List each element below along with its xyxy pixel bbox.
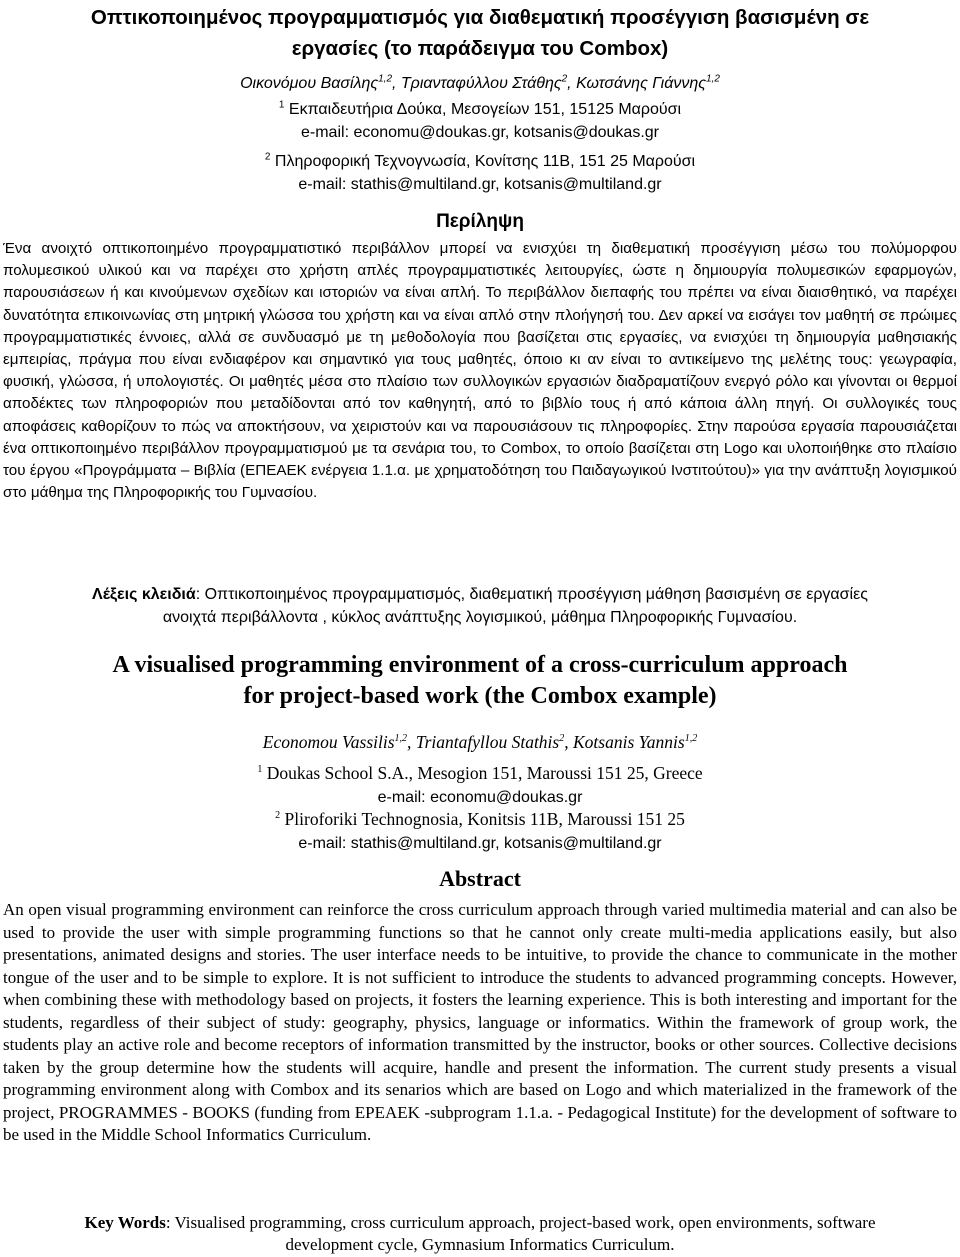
english-authors [0, 730, 960, 754]
english-author-1: Economou Vassilis [262, 732, 395, 752]
english-keywords-line-2: development cycle, Gymnasium Informatics Curriculum. [285, 1235, 675, 1254]
greek-keywords-text-1: : Οπτικοποιημένος προγραμματισμός, διαθεματική προσέγγιση μάθηση βασισμένη σε εργασίες [195, 586, 868, 603]
greek-title-line-2: εργασίες (το παράδειγμα του Combox) [291, 37, 669, 60]
english-affiliation-2-email-text: e-mail: stathis@multiland.gr, kotsanis@multiland.gr [298, 835, 662, 852]
english-affiliation-1 [0, 762, 960, 784]
english-affiliation-1-text: Doukas School S.A., Mesogion 151, Maroussi 151 25, Greece [262, 763, 703, 783]
greek-keywords [0, 583, 960, 629]
english-affiliation-2-email [0, 831, 960, 855]
english-author-1-affiliation: 1,2 [394, 733, 408, 745]
greek-affiliation-1-number: 1 [278, 99, 285, 111]
english-affiliation-1-email [0, 785, 960, 809]
greek-affiliation-2 [0, 151, 960, 173]
english-keywords-text-1: : Visualised programming, cross curriculum approach, project-based work, open environments, software [165, 1213, 876, 1232]
english-keywords-line-1 [0, 1212, 960, 1234]
greek-author-separator: , [567, 75, 577, 92]
english-title [0, 650, 960, 712]
greek-keywords-label: Λέξεις κλειδιά [92, 586, 196, 603]
english-author-separator: , [564, 732, 573, 752]
english-author-2-affiliation: 2 [559, 733, 565, 745]
english-affiliation-1-number: 1 [257, 764, 263, 776]
english-title-line-1: A visualised programming environment of a cross-curriculum approach [112, 652, 848, 678]
greek-keywords-line-1 [0, 583, 960, 606]
english-author-3-affiliation: 1,2 [684, 733, 698, 745]
greek-affiliation-1-email: e-mail: economu@doukas.gr, kotsanis@doukas.gr [301, 124, 659, 141]
english-abstract-body: An open visual programming environment can reinforce the cross curriculum approach through varied multimedia material and can also be used to provide the user with simple programming functions so that he cannot only create multi-media applications easily, but also presentations, animated designs and stories. The user interface needs to be intuitive, to provide the chance to communicate in the mother tongue of the user and to be simple to explore. It is not sufficient to introduce the students to advanced programming concepts. However, when combining these with methodology based on projects, it fosters the learning experience. This is both interesting and important for the students, regardless of their subject of study: geography, physics, language or informatics. Within the framework of group work, the students play an active role and become receptors of information transmitted by the instructor, books or other sources. Collective decisions taken by the group determine how the students will acquire, handle and present the information. The current study presents a visual programming environment along with Combox and its senarios which are based on Logo and which materialized in the framework of the project, PROGRAMMES - BOOKS (funding from EPEAEK -subprogram 1.1.a. - Pedagogical Institute) for the development of software to be used in the Middle School Informatics Curriculum. [3, 900, 957, 1144]
english-affiliation-2 [0, 808, 960, 830]
english-author-3: Kotsanis Yannis [572, 732, 685, 752]
greek-author-3-affiliation: 1,2 [706, 73, 720, 85]
greek-title-line-1: Οπτικοποιημένος προγραμματισμός για διαθεματική προσέγγιση βασισμένη σε [90, 6, 870, 29]
english-affiliation-1-email-text: e-mail: economu@doukas.gr [377, 789, 583, 806]
english-author-separator: , [407, 732, 416, 752]
greek-affiliation-2-email: e-mail: stathis@multiland.gr, kotsanis@multiland.gr [298, 176, 662, 193]
greek-affiliation-1-text: Εκπαιδευτήρια Δούκα, Μεσογείων 151, 15125 Μαρούσι [284, 101, 682, 118]
greek-keywords-line-2: ανοιχτά περιβάλλοντα , κύκλος ανάπτυξης λογισμικού, μάθημα Πληροφορικής Γυμνασίου. [162, 609, 798, 626]
english-keywords-label: Key Words [84, 1213, 166, 1232]
greek-author-1: Οικονόμου Βασίλης [240, 75, 379, 92]
english-author-2: Triantafyllou Stathis [415, 732, 560, 752]
greek-author-separator: , [392, 75, 401, 92]
greek-affiliation-1 [0, 99, 960, 121]
english-abstract-heading: Abstract [439, 866, 521, 891]
english-affiliation-2-text: Pliroforiki Technognosia, Konitsis 11B, Maroussi 151 25 [280, 809, 685, 829]
greek-affiliation-2-text: Πληροφορική Τεχνογνωσία, Κονίτσης 11Β, 151 25 Μαρούσι [270, 153, 696, 170]
english-affiliation-2-number: 2 [275, 810, 281, 822]
greek-authors [0, 73, 960, 95]
greek-author-1-affiliation: 1,2 [378, 73, 393, 85]
greek-abstract-body: Ένα ανοιχτό οπτικοποιημένο προγραμματιστικό περιβάλλον μπορεί να ενισχύει τη διαθεματική προσέγγιση μέσω του πολύμορφου πολυμεσικού υλικού και να παρέχει στο χρήστη απλές προγραμματιστικές λειτουργίες, ώστε η δημιουργία πολυμεσικών εφαρμογών, παρουσιάσεων ή και κινούμενων σχεδίων και ιστοριών να είναι απλή. Το περιβάλλον διεπαφής του πρέπει να είναι διαισθητικό, να παρέχει δυνατότητα επικοινωνίας στη μητρική γλώσσα του χρήστη και να είναι απλό στην πλοήγησή του. Δεν αρκεί να εισάγει τον μαθητή σε πρώιμες προγραμματιστικές έννοιες, αλλά σε συνδυασμό με τη μεθοδολογία που βασίζεται στις εργασίες, να ενισχύει τη δημιουργία μαθησιακής εμπειρίας, πράγμα που είναι ενδιαφέρον και σημαντικό για τους μαθητές, όποιο κι αν είναι το αντικείμενο της μελέτης τους: γεωγραφία, φυσική, γλώσσα, ή υπολογιστές. Οι μαθητές μέσα στο πλαίσιο των συλλογικών εργασιών διαδραματίζουν ενεργό ρόλο και γίνονται οι θερμοί αποδέκτες των πληροφοριών που μεταδίδονται από τον καθηγητή, από το βιβλίο τους ή από κάποια άλλη πηγή. Οι συλλογικές τους αποφάσεις καθορίζουν το πώς να αποκτήσουν, να χειριστούν και να παρουσιάσουν τις πληροφορίες. Στην παρούσα εργασία παρουσιάζεται ένα οπτικοποιημένο περιβάλλον προγραμματισμού με τα σενάρια του, το Combox, το οποίο βασίζεται στη Logo και υλοποιήθηκε στο πλαίσιο του έργου «Προγράμματα – Βιβλία (ΕΠΕΑΕΚ ενέργεια 1.1.α. με χρηματοδότηση του Παιδαγωγικού Ινστιτούτου)» για την ανάπτυξη λογισμικού στο μάθημα της Πληροφορικής του Γυμνασίου. [3, 240, 957, 502]
greek-author-2: Τριανταφύλλου Στάθης [400, 75, 562, 92]
greek-author-3: Κωτσάνης Γιάννης [576, 75, 707, 92]
english-title-line-2: for project-based work (the Combox example) [243, 683, 717, 709]
greek-abstract-heading: Περίληψη [436, 211, 524, 232]
greek-author-2-affiliation: 2 [561, 73, 568, 85]
greek-affiliation-2-number: 2 [264, 151, 271, 163]
greek-title [0, 2, 960, 64]
english-keywords [0, 1212, 960, 1256]
